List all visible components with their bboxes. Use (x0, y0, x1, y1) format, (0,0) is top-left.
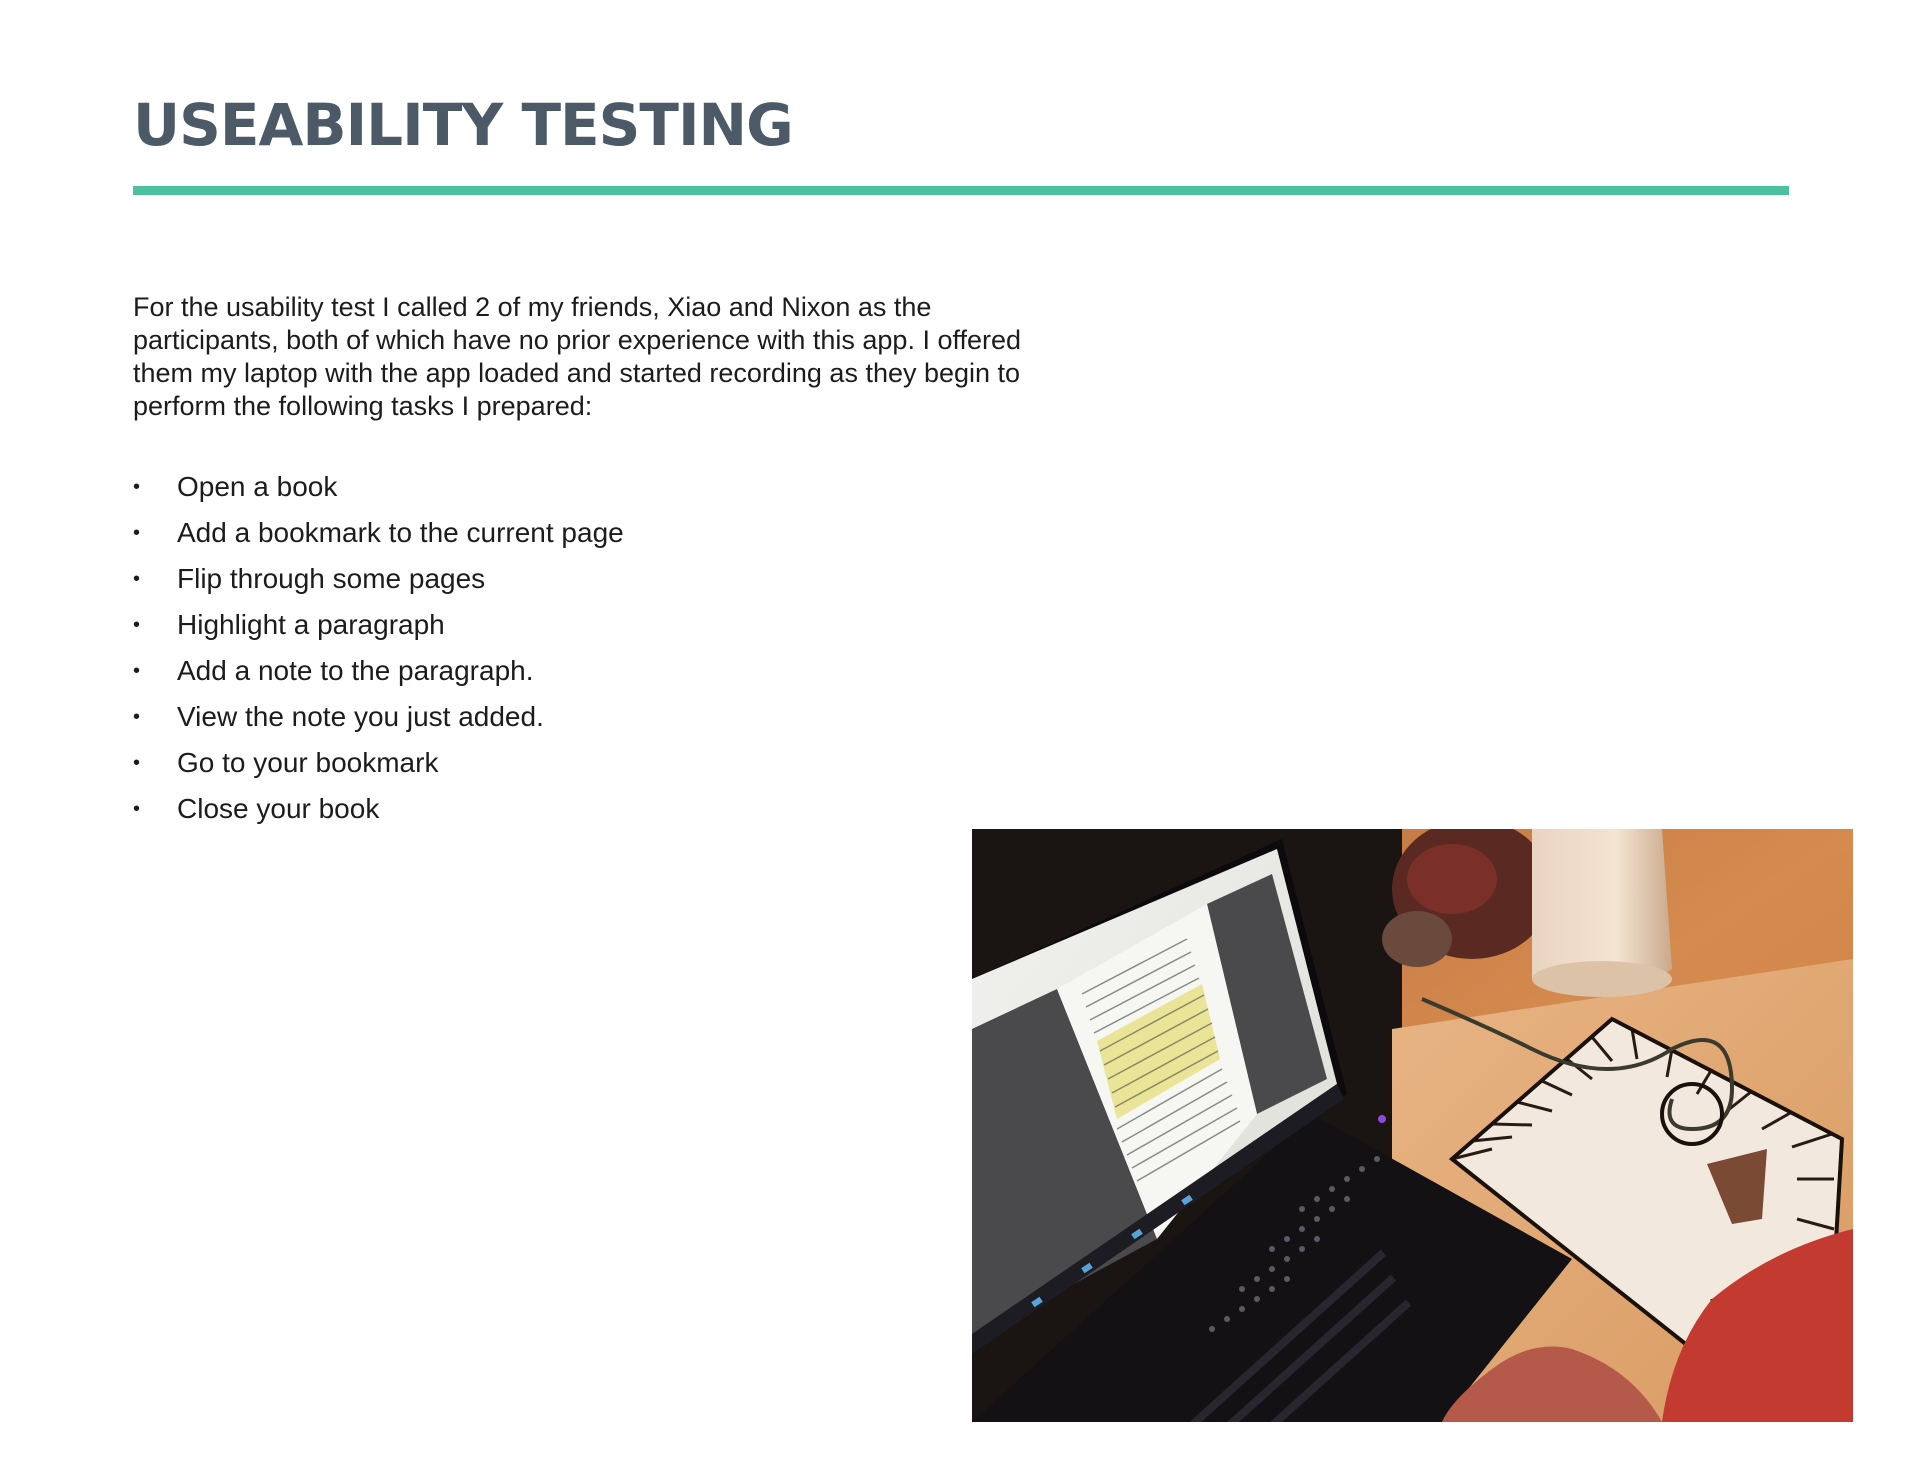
bullet-icon: • (133, 614, 141, 636)
bullet-icon: • (133, 798, 141, 820)
task-label: Add a bookmark to the current page (177, 517, 624, 548)
title-divider (133, 186, 1789, 195)
task-label: Open a book (177, 471, 338, 502)
bullet-icon: • (133, 752, 141, 774)
task-list-item (133, 604, 624, 650)
task-label: Go to your bookmark (177, 747, 439, 778)
bullet-icon: • (133, 706, 141, 728)
laptop-photo (972, 829, 1853, 1422)
task-list-item (133, 696, 624, 742)
task-list-item (133, 650, 624, 696)
task-list (133, 466, 624, 834)
task-label: Highlight a paragraph (177, 609, 445, 640)
bullet-icon: • (133, 476, 141, 498)
page-title: USEABILITY TESTING (133, 91, 793, 159)
task-list-item (133, 742, 624, 788)
bullet-icon: • (133, 660, 141, 682)
task-label: Flip through some pages (177, 563, 486, 594)
task-list-item (133, 558, 624, 604)
task-list-item (133, 466, 624, 512)
bullet-icon: • (133, 522, 141, 544)
task-label: View the note you just added. (177, 701, 544, 732)
task-label: Close your book (177, 793, 380, 824)
task-list-item (133, 512, 624, 558)
task-list-item (133, 788, 624, 834)
task-label: Add a note to the paragraph. (177, 655, 534, 686)
bullet-icon: • (133, 568, 141, 590)
intro-paragraph: For the usability test I called 2 of my friends, Xiao and Nixon as the participants, both of which have no prior experience with this app. I offered them my laptop with the app loaded and started recording as they begin to perform the following tasks I prepared: (133, 292, 1022, 421)
